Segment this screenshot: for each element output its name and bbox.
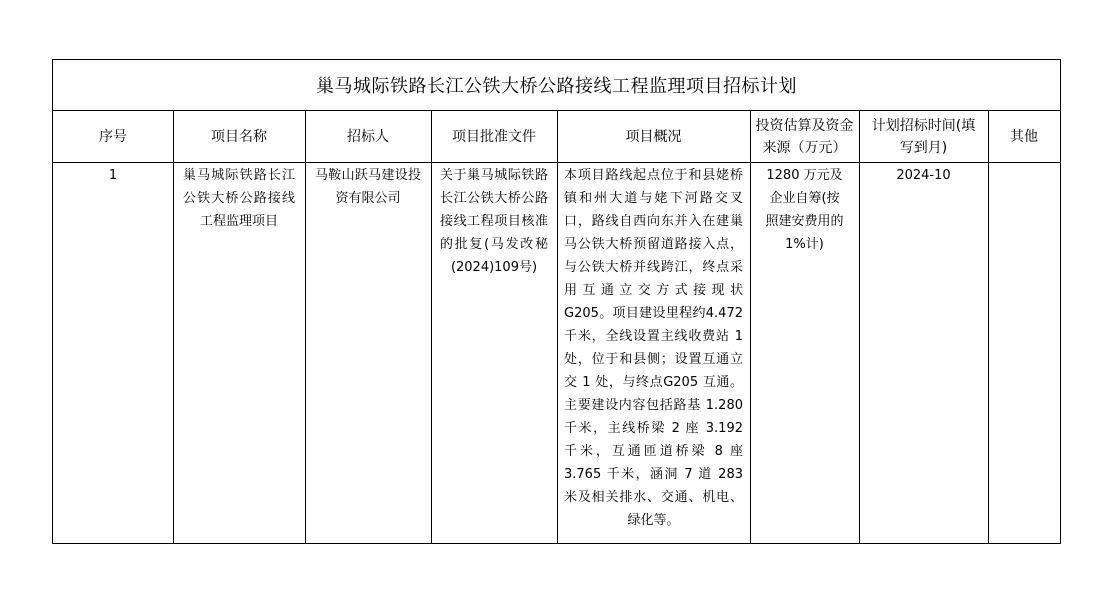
cell-project-overview: 本项目路线起点位于和县姥桥镇和州大道与姥下河路交叉口，路线自西向东并入在建巢马公铁大桥预留道路接入点，与公铁大桥并线跨江，终点采用互通立交方式接现状 G205。项目建设里程约4.472 千米，全线设置主线收费站 1 处，位于和县侧；设置互通立交 1 处，与终点G205 互通。主要建设内容包括路基 1.280 千米，主线桥梁 2 座 3.192 千米，互通匝道桥梁 8 座 3.765 千米，涵洞 7 道 283 米及相关排水、交通、机电、绿化等。 [564,168,743,528]
header-project-name: 项目名称 [211,128,267,145]
header-project-overview: 项目概况 [625,128,682,145]
bidding-plan-table [52,59,1061,544]
header-investment: 投资估算及资金来源（万元） [755,117,854,156]
cell-bidding-time: 2024-10 [896,168,951,183]
cell-project-name: 巢马城际铁路长江公铁大桥公路接线工程监理项目 [183,168,295,229]
header-other: 其他 [1010,128,1038,145]
header-serial-number: 序号 [99,128,127,145]
cell-investment: 1280 万元及企业自筹(按照建安费用的 1%计) [765,168,844,252]
column-divider [988,111,989,543]
table-title: 巢马城际铁路长江公铁大桥公路接线工程监理项目招标计划 [53,60,1060,111]
header-divider [53,162,1060,163]
cell-tenderer: 马鞍山跃马建设投资有限公司 [315,168,421,206]
cell-approval-document: 关于巢马城际铁路长江公铁大桥公路接线工程项目核准的批复(马发改秘(2024)109号) [440,168,548,275]
header-tenderer: 招标人 [347,128,389,145]
cell-serial-number: 1 [108,168,118,183]
header-bidding-time: 计划招标时间(填写到月) [871,117,976,156]
header-approval-document: 项目批准文件 [452,128,536,145]
